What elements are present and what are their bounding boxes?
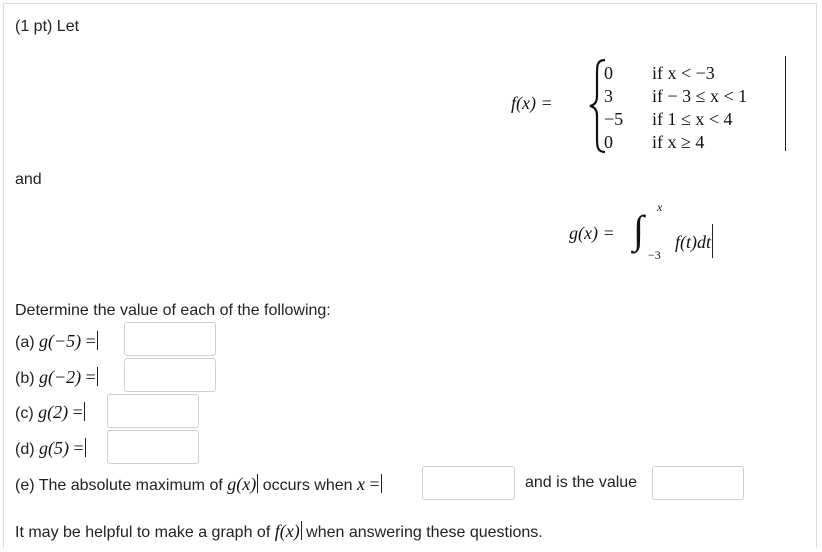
- question-d-equals: =: [73, 438, 84, 458]
- text-cursor: [84, 402, 85, 421]
- f-case-condition: if 1 ≤ x < 4: [652, 109, 733, 129]
- question-d-expr: g(5): [39, 438, 70, 458]
- g-lhs-text: g(x) =: [569, 223, 615, 243]
- text-cursor: [785, 56, 786, 151]
- question-a-equals: =: [85, 331, 96, 351]
- f-case-condition: if − 3 ≤ x < 1: [652, 86, 748, 106]
- text-cursor: [97, 367, 98, 386]
- and-label: and: [15, 171, 42, 188]
- text-cursor: [712, 224, 713, 258]
- hint-after: when answering these questions.: [306, 524, 543, 541]
- integrand: [675, 224, 713, 258]
- answer-c-input[interactable]: [107, 394, 199, 428]
- answer-b-input[interactable]: [124, 358, 216, 392]
- question-e-label: [15, 474, 382, 495]
- answer-e-value-input[interactable]: [652, 466, 744, 500]
- question-e-equals: =: [369, 474, 380, 494]
- text-cursor: [257, 474, 258, 493]
- question-b-label: [15, 367, 98, 388]
- problem-header: (1 pt) Let: [15, 18, 80, 35]
- question-b-expr: g(−2): [39, 367, 82, 387]
- question-b-prefix: (b): [15, 370, 35, 387]
- text-cursor: [301, 521, 302, 540]
- question-e-expr: g(x): [227, 474, 257, 494]
- f-lhs-text: f(x) =: [511, 93, 553, 113]
- question-b-equals: =: [85, 367, 96, 387]
- g-definition-lhs: [569, 223, 615, 244]
- hint-expr: f(x): [274, 521, 300, 541]
- f-case-value: 0: [604, 63, 613, 83]
- question-d-label: [15, 438, 86, 459]
- answer-d-input[interactable]: [107, 430, 199, 464]
- f-case-values: [604, 62, 623, 154]
- f-case-conditions: [652, 62, 747, 154]
- text-cursor: [97, 331, 98, 350]
- hint-text: [15, 521, 543, 542]
- question-a-label: [15, 331, 98, 352]
- question-e-tail: and is the value: [525, 474, 638, 491]
- hint-before: It may be helpful to make a graph of: [15, 524, 271, 541]
- instructions: Determine the value of each of the following:: [15, 302, 331, 319]
- f-case-condition: if x < −3: [652, 63, 715, 83]
- f-case-value: 0: [604, 132, 613, 152]
- question-d-prefix: (d): [15, 441, 35, 458]
- integral-lower-limit: −3: [648, 248, 661, 262]
- question-e-prefix: (e) The absolute maximum of: [15, 477, 223, 494]
- text-cursor: [85, 438, 86, 457]
- integral-upper-limit: x: [657, 200, 663, 214]
- problem-panel: [3, 3, 817, 548]
- question-c-prefix: (c): [15, 405, 34, 422]
- question-a-expr: g(−5): [39, 331, 82, 351]
- question-e-var: x: [356, 474, 365, 494]
- question-c-expr: g(2): [38, 402, 69, 422]
- text-cursor: [381, 474, 382, 493]
- f-case-value: 3: [604, 86, 613, 106]
- integrand-text: f(t)dt: [675, 232, 711, 252]
- question-c-equals: =: [72, 402, 83, 422]
- integral-sign-icon: ∫: [633, 207, 644, 252]
- question-a-prefix: (a): [15, 334, 35, 351]
- f-case-condition: if x ≥ 4: [652, 132, 705, 152]
- answer-a-input[interactable]: [124, 322, 216, 356]
- question-e-mid: occurs when: [262, 477, 353, 494]
- answer-e-location-input[interactable]: [422, 466, 515, 500]
- question-c-label: [15, 402, 85, 423]
- f-definition-lhs: [511, 93, 553, 114]
- f-case-value: −5: [604, 109, 624, 129]
